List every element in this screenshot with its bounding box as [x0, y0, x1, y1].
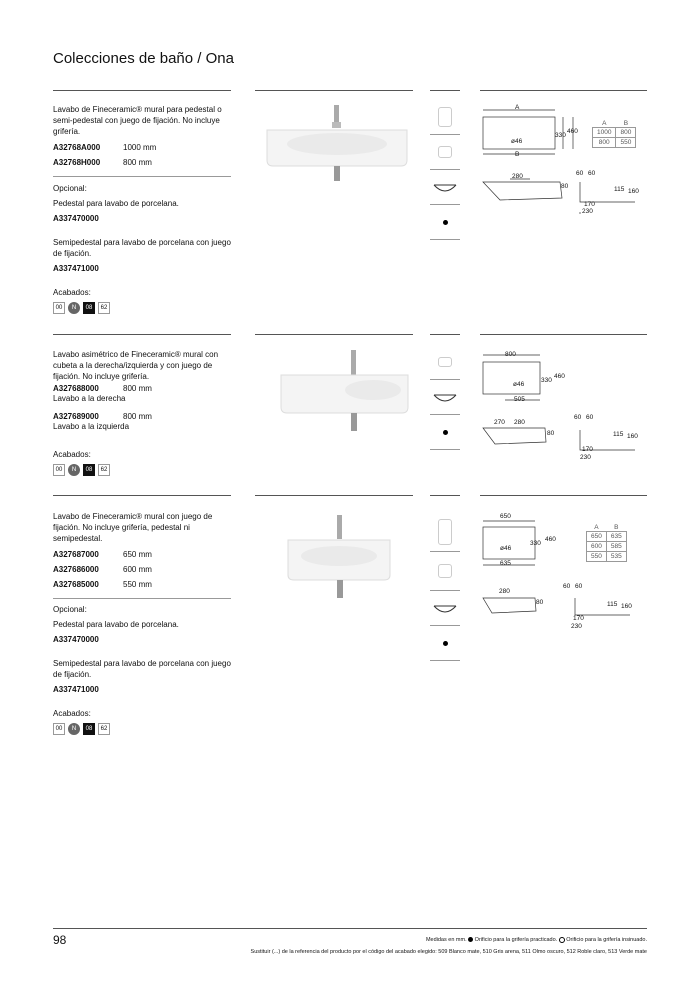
table-header: B	[614, 524, 619, 531]
table-cell: 535	[606, 552, 626, 562]
divider	[255, 495, 413, 496]
dim-280: 280	[499, 588, 510, 595]
dim-width: 650	[500, 513, 511, 520]
table-cell: 1000	[593, 128, 616, 138]
optional-code: A337471000	[53, 685, 99, 694]
tap-hole-icon	[430, 591, 460, 626]
dim-230: 230	[571, 623, 582, 630]
divider	[53, 176, 231, 177]
accessory-column	[430, 345, 460, 450]
dim-a: A	[515, 104, 520, 111]
divider	[430, 495, 460, 496]
finish-swatch-white: 00	[53, 723, 65, 735]
product-code: A32768A000	[53, 143, 101, 152]
table-cell: 550	[616, 138, 636, 148]
size-table	[586, 524, 627, 562]
optional-item: Semipedestal para lavabo de porcelana con juego de fijación.	[53, 659, 231, 679]
pedestal-icon	[430, 513, 460, 552]
size-table	[592, 120, 636, 148]
dim-60: 60	[574, 414, 582, 421]
divider	[255, 334, 413, 335]
finish-swatch-62: 62	[98, 723, 110, 735]
finish-swatch-white: 00	[53, 302, 65, 314]
finishes-label: Acabados:	[53, 709, 91, 718]
divider	[430, 334, 460, 335]
accessory-column	[430, 513, 460, 661]
product-description: Lavabo de Fineceramic® mural para pedestal o semi-pedestal con juego de fijación. No incluye grifería.	[53, 105, 222, 136]
filled-dot-icon	[468, 937, 473, 942]
dim-460: 460	[567, 128, 578, 135]
product-description: Lavabo de Fineceramic® mural con juego de fijación. No incluye grifería, pedestal ni semipedestal.	[53, 512, 213, 543]
footer-legend-drilled: Orificio para la grifería practicado.	[474, 937, 558, 943]
dim-60: 60	[588, 170, 596, 177]
divider	[480, 334, 647, 335]
product-size: 1000 mm	[123, 143, 157, 152]
dim-330: 330	[541, 377, 552, 384]
tap-hole-icon	[430, 380, 460, 415]
dim-115: 115	[614, 186, 625, 193]
optional-item: Pedestal para lavabo de porcelana.	[53, 620, 179, 629]
footer-divider	[53, 928, 647, 929]
dim-505: 505	[514, 396, 525, 403]
product-code: A327685000	[53, 580, 99, 589]
dim-width: 800	[505, 351, 516, 358]
optional-item: Semipedestal para lavabo de porcelana con juego de fijación.	[53, 238, 231, 258]
table-cell: 650	[587, 532, 607, 542]
finish-swatch-62: 62	[98, 464, 110, 476]
dim-460: 460	[545, 536, 556, 543]
dim-115: 115	[607, 601, 618, 608]
pedestal-icon	[430, 345, 460, 380]
footer-legend-marked: Orificio para la grifería insinuado.	[566, 937, 647, 943]
dim-b: B	[515, 151, 520, 158]
washbasin-image	[262, 100, 412, 185]
finish-swatches	[53, 723, 110, 735]
table-cell: 585	[606, 542, 626, 552]
dim-635: 635	[500, 560, 511, 567]
optional-label: Opcional:	[53, 184, 87, 193]
washbasin-image	[285, 510, 395, 605]
dim-80: 80	[547, 430, 555, 437]
dim-160: 160	[628, 188, 639, 195]
dim-hole: ø46	[511, 138, 523, 145]
pedestal-icon	[430, 100, 460, 135]
product-code: A327688000	[53, 384, 99, 393]
product-size: 800 mm	[123, 412, 152, 421]
product-code: A327686000	[53, 565, 99, 574]
dim-115: 115	[613, 431, 624, 438]
product-note: Lavabo a la izquierda	[53, 422, 130, 431]
optional-code: A337471000	[53, 264, 99, 273]
hollow-dot-icon	[559, 937, 565, 943]
product-size: 650 mm	[123, 550, 152, 559]
product-size: 600 mm	[123, 565, 152, 574]
product-size: 800 mm	[123, 158, 152, 167]
product-description: Lavabo asimétrico de Fineceramic® mural con cubeta a la derecha/izquierda y con juego de fijación. No incluye grifería.	[53, 350, 219, 381]
finish-swatch-grey: N	[68, 302, 80, 314]
dim-230: 230	[582, 208, 593, 215]
dim-60: 60	[563, 583, 571, 590]
table-header: A	[602, 120, 607, 127]
optional-code: A337470000	[53, 214, 99, 223]
dim-160: 160	[627, 433, 638, 440]
dim-hole: ø46	[513, 381, 525, 388]
product-size: 800 mm	[123, 384, 152, 393]
product-size: 550 mm	[123, 580, 152, 589]
product-code: A327687000	[53, 550, 99, 559]
divider	[53, 90, 231, 91]
optional-label: Opcional:	[53, 605, 87, 614]
finish-swatch-white: 00	[53, 464, 65, 476]
divider	[480, 90, 647, 91]
finish-swatch-black: 08	[83, 464, 95, 476]
dim-280: 280	[512, 173, 523, 180]
product-code: A32768H000	[53, 158, 101, 167]
finish-swatch-grey: N	[68, 723, 80, 735]
table-cell: 550	[587, 552, 607, 562]
footer-legend	[426, 936, 647, 944]
tap-hole-filled-icon	[430, 415, 460, 450]
table-header: B	[623, 120, 629, 127]
tap-hole-icon	[430, 170, 460, 205]
footer-finish-note: Sustituir (...) de la referencia del producto por el código del acabado elegido: 509 Blanco mate, 510 Gris arena, 511 Olmo oscuro, 512 Roble claro, 513 Verde mate	[250, 949, 647, 955]
dim-270: 270	[494, 419, 505, 426]
table-header: A	[594, 524, 599, 531]
dim-160: 160	[621, 603, 632, 610]
divider	[53, 334, 231, 335]
optional-item: Pedestal para lavabo de porcelana.	[53, 199, 179, 208]
dim-280: 280	[514, 419, 525, 426]
divider	[53, 598, 231, 599]
dim-80: 80	[561, 183, 569, 190]
finish-swatch-black: 08	[83, 723, 95, 735]
finish-swatch-62: 62	[98, 302, 110, 314]
dim-hole: ø46	[500, 545, 512, 552]
dim-230: 230	[580, 454, 591, 461]
optional-code: A337470000	[53, 635, 99, 644]
tap-hole-filled-icon	[430, 626, 460, 661]
finishes-label: Acabados:	[53, 288, 91, 297]
dim-60: 60	[576, 170, 584, 177]
dim-330: 330	[555, 132, 566, 139]
dim-460: 460	[554, 373, 565, 380]
finish-swatches	[53, 302, 110, 314]
product-note: Lavabo a la derecha	[53, 394, 126, 403]
dim-170: 170	[573, 615, 584, 622]
table-cell: 635	[606, 532, 626, 542]
divider	[480, 495, 647, 496]
finish-swatch-grey: N	[68, 464, 80, 476]
washbasin-image	[278, 345, 413, 435]
dim-60: 60	[575, 583, 583, 590]
divider	[53, 495, 231, 496]
semipedestal-icon	[430, 552, 460, 591]
page-title: Colecciones de baño / Ona	[53, 50, 234, 67]
divider	[430, 90, 460, 91]
dim-330: 330	[530, 540, 541, 547]
semipedestal-icon	[430, 135, 460, 170]
finish-swatches	[53, 464, 110, 476]
tap-hole-filled-icon	[430, 205, 460, 240]
dim-60: 60	[586, 414, 594, 421]
table-cell: 800	[593, 138, 616, 148]
table-cell: 600	[587, 542, 607, 552]
dim-80: 80	[536, 599, 544, 606]
dim-170: 170	[582, 446, 593, 453]
product-code: A327689000	[53, 412, 99, 421]
divider	[255, 90, 413, 91]
finishes-label: Acabados:	[53, 450, 91, 459]
dim-170: 170	[584, 201, 595, 208]
accessory-column	[430, 100, 460, 240]
technical-drawing	[480, 350, 648, 465]
page-number: 98	[53, 933, 67, 947]
table-cell: 800	[616, 128, 636, 138]
footer-legend-units: Medidas en mm.	[425, 937, 467, 943]
finish-swatch-black: 08	[83, 302, 95, 314]
